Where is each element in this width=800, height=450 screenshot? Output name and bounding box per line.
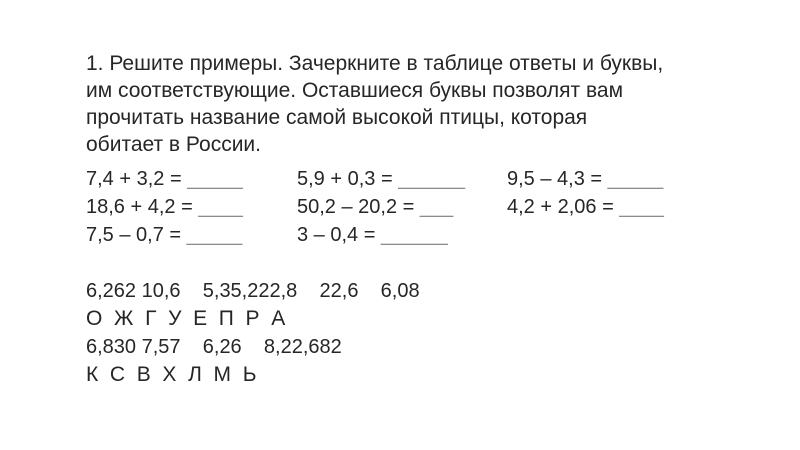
equation-expression: 7,5 – 0,7 = [86,224,182,246]
equation [507,165,737,193]
instruction-line: 1. Решите примеры. Зачеркните в таблице ответы и буквы, [86,52,664,75]
answer-blank: ___ [419,196,454,218]
answer-numbers-row: 6,830 7,57 6,26 8,22,682 [86,336,342,358]
answer-blank: ______ [398,168,465,190]
task-instruction [86,50,663,158]
equation [86,165,297,193]
equation-expression: 3 – 0,4 = [297,224,376,246]
equation-expression: 50,2 – 20,2 = [297,196,415,218]
equation [297,193,507,221]
equations-grid [86,165,737,249]
equation [297,165,507,193]
equation-expression: 5,9 + 0,3 = [297,168,393,190]
equation-expression: 4,2 + 2,06 = [507,196,614,218]
equation [507,193,737,221]
equation-expression: 9,5 – 4,3 = [507,168,603,190]
answer-letter-table [86,277,420,389]
equation-expression: 7,4 + 3,2 = [86,168,182,190]
answer-blank: ______ [380,224,448,246]
equation-expression: 18,6 + 4,2 = [86,196,193,218]
answer-letters-row: О Ж Г У Е П Р А [86,307,286,330]
instruction-line: прочитать название самой высокой птицы, которая [86,106,588,129]
answer-blank: ____ [619,196,664,218]
answer-blank: _____ [607,168,664,190]
answer-numbers-row: 6,262 10,6 5,35,222,8 22,6 6,08 [86,280,420,302]
answer-letters-row: К С В Х Л М Ь [86,363,257,386]
equation [297,221,507,249]
equation [86,221,297,249]
instruction-line: им соответствующие. Оставшиеся буквы позволят вам [86,79,624,102]
equation [507,221,737,249]
answer-blank: _____ [187,168,243,190]
answer-blank: ____ [198,196,243,218]
equation [86,193,297,221]
answer-blank: _____ [186,224,243,246]
instruction-line: обитает в России. [86,133,261,156]
